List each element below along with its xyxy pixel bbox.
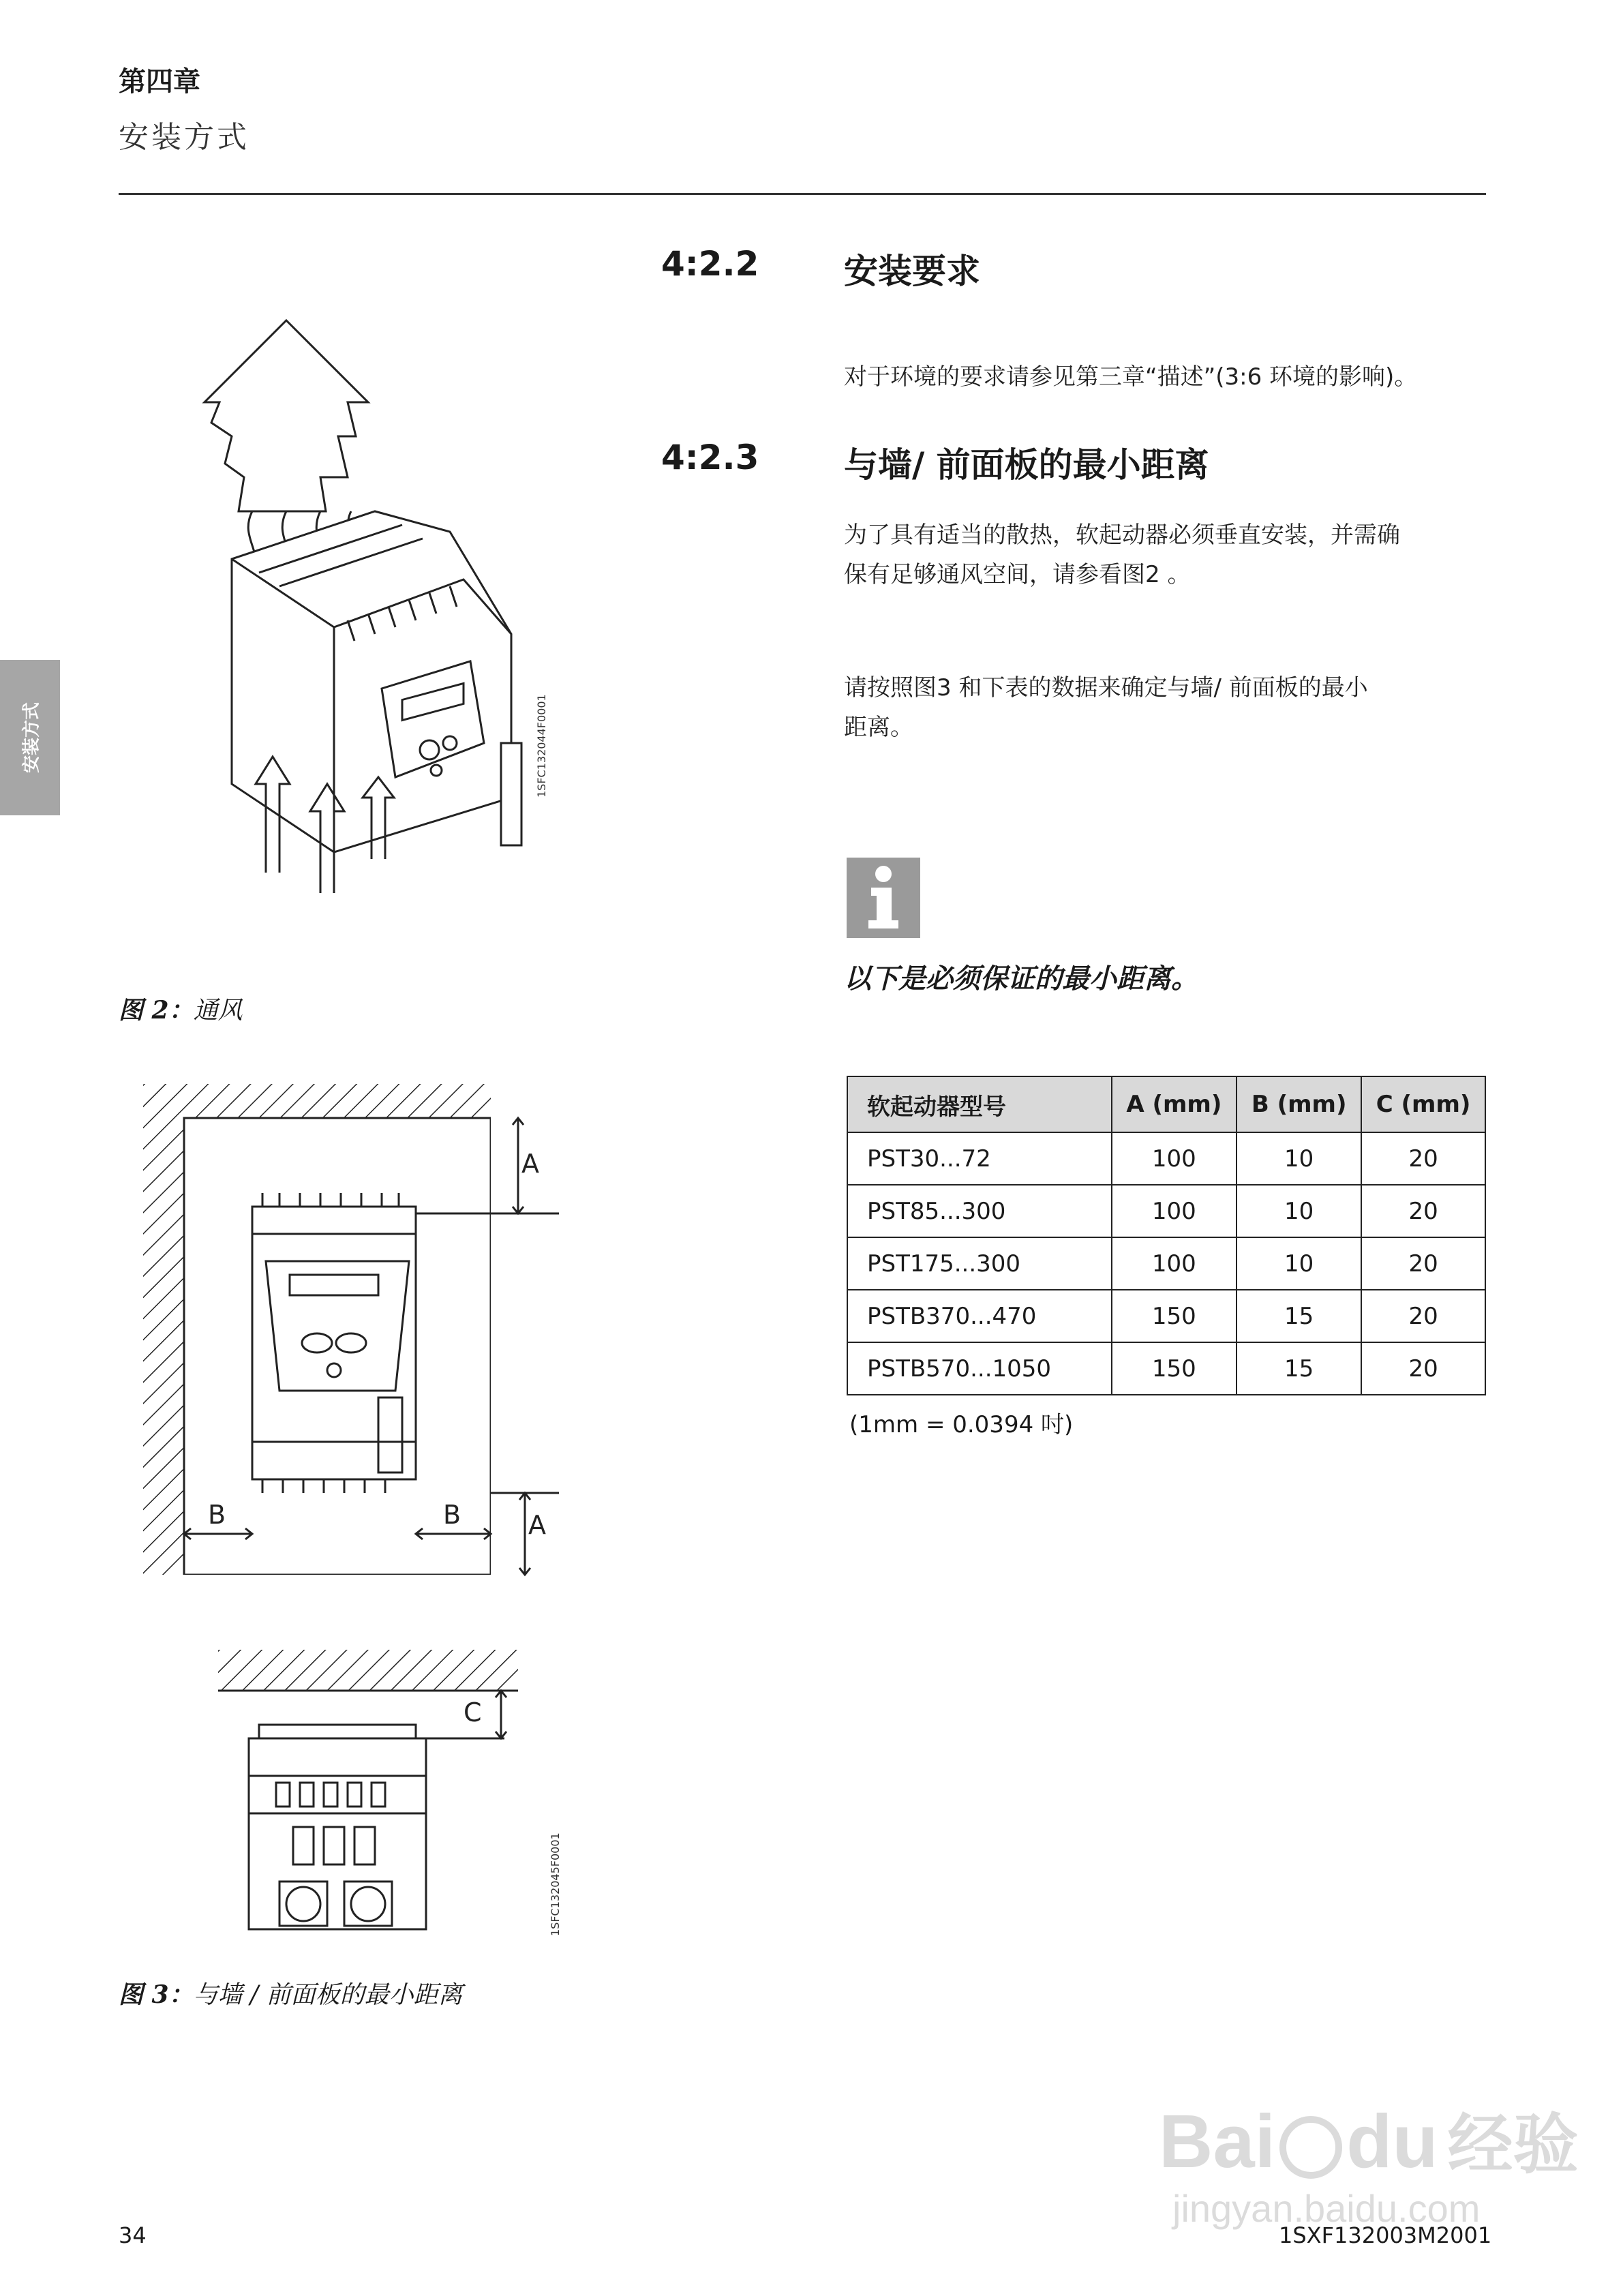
note-text: 以下是必须保证的最小距离。 [844,963,1198,995]
figure-3-distance-diagram [136,1070,586,1616]
dim-label-a: A [528,1510,546,1540]
table-row [847,1290,1485,1342]
table-header-cell: B (mm) [1237,1076,1361,1132]
page-number: 34 [119,2222,147,2248]
paw-icon [1279,2116,1342,2179]
table-cell: 15 [1237,1342,1361,1395]
table-cell: PSTB570...1050 [847,1342,1112,1395]
table-cell: PSTB370...470 [847,1290,1112,1342]
figure-2-code: 1SFC132044F0001 [535,694,548,798]
section-paragraph: 为了具有适当的散热，软起动器必须垂直安装，并需确 保有足够通风空间，请参看图2 。 [844,522,1400,588]
chapter-subtitle: 安装方式 [119,120,249,155]
table-cell: 100 [1112,1132,1237,1185]
table-cell: 10 [1237,1237,1361,1290]
side-tab [0,660,60,815]
section-title: 与墙/ 前面板的最小距离 [844,445,1209,485]
watermark-product: 经验 [1447,2109,1579,2181]
header-divider [119,193,1486,195]
table-header-cell: 软起动器型号 [847,1076,1112,1132]
section-paragraph: 请按照图3 和下表的数据来确定与墙/ 前面板的最小 距离。 [844,674,1368,741]
section-number: 4:2.2 [661,244,759,284]
info-icon [847,858,920,938]
table-cell: 20 [1361,1342,1485,1395]
figure-3-caption: 图 3：与墙 / 前面板的最小距离 [119,1980,463,2009]
table-cell: 15 [1237,1290,1361,1342]
table-row [847,1237,1485,1290]
table-cell: 20 [1361,1290,1485,1342]
watermark-brand-2: du [1346,2100,1438,2184]
table-cell: 20 [1361,1132,1485,1185]
document-id: 1SXF132003M2001 [1279,2222,1492,2248]
table-cell: 20 [1361,1185,1485,1237]
table-header-cell: C (mm) [1361,1076,1485,1132]
watermark [1159,2093,1579,2231]
table-cell: 100 [1112,1185,1237,1237]
table-row [847,1132,1485,1185]
distance-table [847,1076,1486,1395]
table-header-row [847,1076,1485,1132]
figure-3-side-view [204,1643,586,1957]
table-row [847,1342,1485,1395]
watermark-brand: Bai [1159,2100,1276,2184]
figure-2-caption: 图 2：通风 [119,996,243,1025]
table-footnote: (1mm = 0.0394 吋) [849,1411,1074,1438]
section-number: 4:2.3 [661,438,759,477]
dim-label-a: A [521,1149,539,1179]
table-row [847,1185,1485,1237]
table-cell: 100 [1112,1237,1237,1290]
table-cell: 150 [1112,1290,1237,1342]
chapter-label: 第四章 [119,66,200,97]
table-header-cell: A (mm) [1112,1076,1237,1132]
section-title: 安装要求 [844,252,980,291]
side-tab-label: 安装方式 [21,701,42,774]
watermark-url: jingyan.baidu.com [1172,2187,1481,2230]
table-cell: PST175...300 [847,1237,1112,1290]
table-cell: 10 [1237,1185,1361,1237]
figure-3-code: 1SFC132045F0001 [549,1832,562,1936]
dim-label-b: B [208,1500,226,1530]
dim-label-c: C [464,1697,482,1727]
section-paragraph: 对于环境的要求请参见第三章“描述”(3:6 环境的影响)。 [844,363,1418,391]
table-cell: 20 [1361,1237,1485,1290]
table-cell: 10 [1237,1132,1361,1185]
dim-label-b: B [443,1500,461,1530]
table-cell: PST85...300 [847,1185,1112,1237]
table-cell: PST30...72 [847,1132,1112,1185]
figure-2-ventilation [177,307,613,988]
table-cell: 150 [1112,1342,1237,1395]
